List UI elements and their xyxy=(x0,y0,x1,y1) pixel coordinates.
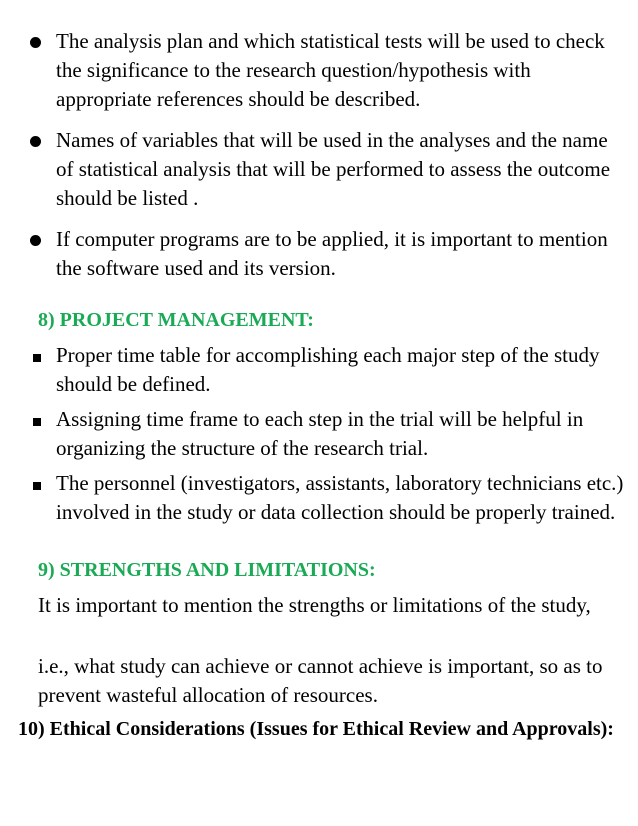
square-bullet-icon xyxy=(30,405,50,434)
square-bullet-icon xyxy=(30,341,50,370)
list-item xyxy=(0,341,638,399)
bullet-text: Proper time table for accomplishing each major step of the study should be defined. xyxy=(56,343,600,396)
round-bullet-icon xyxy=(30,225,50,254)
section-heading-project-management: 8) PROJECT MANAGEMENT: xyxy=(38,309,314,331)
list-item xyxy=(0,469,638,527)
section-heading-ethical-considerations: 10) Ethical Considerations (Issues for Ethical Review and Approvals): xyxy=(18,718,614,740)
bullet-text: The analysis plan and which statistical tests will be used to check the significance to the research question/hypothesis with appropriate references should be described. xyxy=(56,29,605,111)
round-bullet-icon xyxy=(30,27,50,56)
paragraph: i.e., what study can achieve or cannot achieve is important, so as to prevent wasteful allocation of resources. xyxy=(38,654,603,707)
section-heading-strengths-limitations: 9) STRENGTHS AND LIMITATIONS: xyxy=(38,559,376,581)
list-item xyxy=(0,126,638,213)
square-bullet-icon xyxy=(30,469,50,498)
round-bullet-icon xyxy=(30,126,50,155)
list-item xyxy=(0,405,638,463)
list-item xyxy=(0,27,638,114)
project-management-bullet-list xyxy=(0,341,638,533)
bullet-text: The personnel (investigators, assistants, laboratory technicians etc.) involved in the study or data collection should be properly trained. xyxy=(56,471,624,524)
paragraph: It is important to mention the strengths or limitations of the study, xyxy=(38,593,591,617)
bullet-text: Names of variables that will be used in the analyses and the name of statistical analysis that will be performed to assess the outcome should be listed . xyxy=(56,128,611,210)
list-item xyxy=(0,225,638,283)
bullet-text: If computer programs are to be applied, it is important to mention the software used and its version. xyxy=(56,227,608,280)
analysis-bullet-list xyxy=(0,27,638,295)
bullet-text: Assigning time frame to each step in the trial will be helpful in organizing the structure of the research trial. xyxy=(56,407,584,460)
